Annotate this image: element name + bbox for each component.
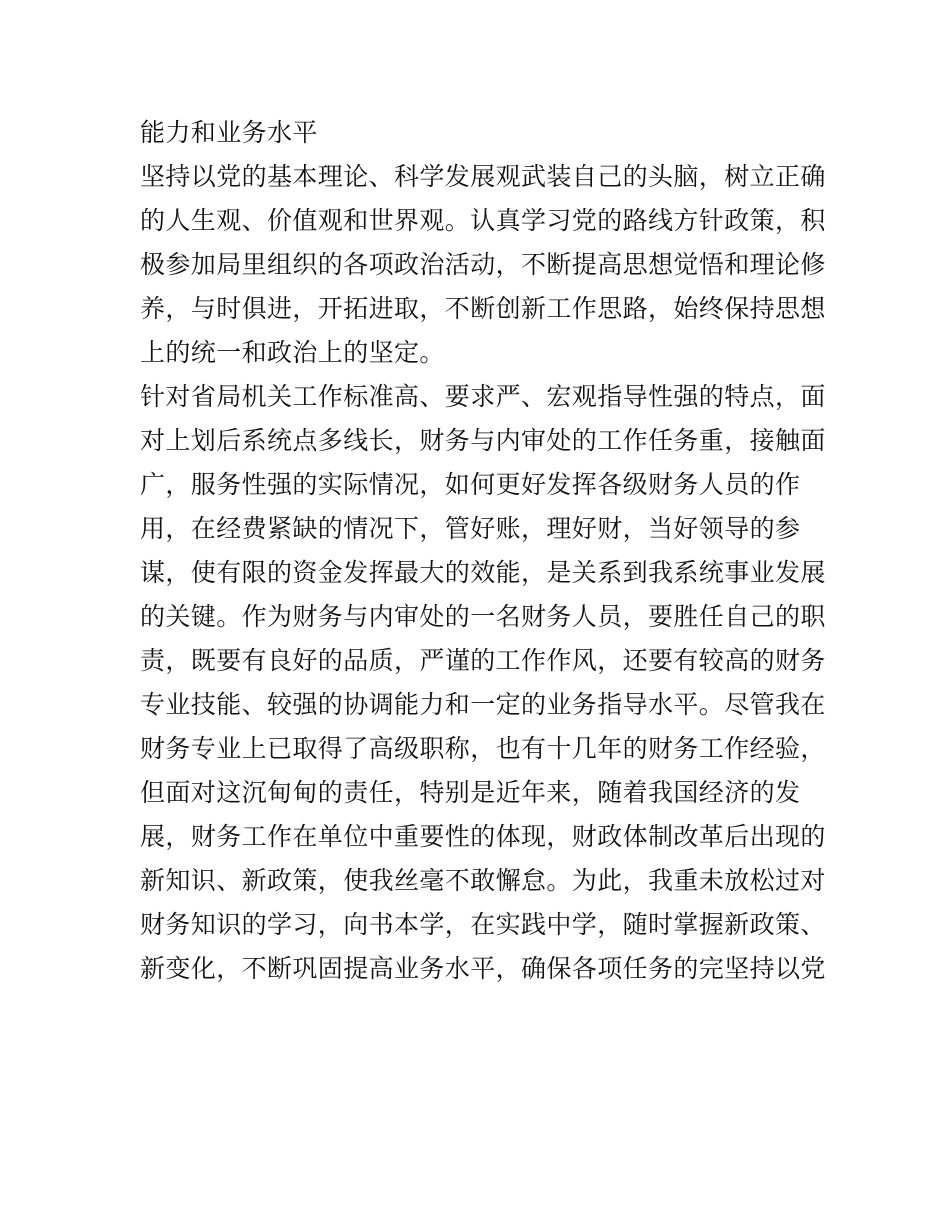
text-line: 责，既要有良好的品质，严谨的工作作风，还要有较高的财务 [140, 646, 826, 675]
text-line: 用，在经费紧缺的情况下，管好账，理好财，当好领导的参 [140, 514, 801, 543]
document-text-block [140, 111, 826, 991]
text-line: 的人生观、价值观和世界观。认真学习党的路线方针政策，积 [140, 206, 826, 235]
text-line: 上的统一和政治上的坚定。 [140, 338, 445, 367]
text-line: 对上划后系统点多线长，财务与内审处的工作任务重，接触面 [140, 426, 826, 455]
text-line: 针对省局机关工作标准高、要求严、宏观指导性强的特点，面 [140, 382, 826, 411]
text-line: 广，服务性强的实际情况，如何更好发挥各级财务人员的作 [140, 470, 801, 499]
text-line: 展，财务工作在单位中重要性的体现，财政体制改革后出现的 [140, 822, 826, 851]
section-heading: 能力和业务水平 [140, 118, 318, 147]
text-line: 新变化，不断巩固提高业务水平，确保各项任务的完坚持以党 [140, 954, 826, 983]
text-line: 养，与时俱进，开拓进取，不断创新工作思路，始终保持思想 [140, 294, 826, 323]
text-line: 的关键。作为财务与内审处的一名财务人员，要胜任自己的职 [140, 602, 826, 631]
text-line: 坚持以党的基本理论、科学发展观武装自己的头脑，树立正确 [140, 162, 826, 191]
text-line: 专业技能、较强的协调能力和一定的业务指导水平。尽管我在 [140, 690, 826, 719]
text-line: 极参加局里组织的各项政治活动，不断提高思想觉悟和理论修 [140, 250, 826, 279]
text-line: 谋，使有限的资金发挥最大的效能，是关系到我系统事业发展 [140, 558, 826, 587]
text-line: 财务专业上已取得了高级职称，也有十几年的财务工作经验， [140, 734, 826, 763]
text-line: 新知识、新政策，使我丝毫不敢懈怠。为此，我重未放松过对 [140, 866, 826, 895]
text-line: 财务知识的学习，向书本学，在实践中学，随时掌握新政策、 [140, 910, 826, 939]
text-line: 但面对这沉甸甸的责任，特别是近年来，随着我国经济的发 [140, 778, 801, 807]
